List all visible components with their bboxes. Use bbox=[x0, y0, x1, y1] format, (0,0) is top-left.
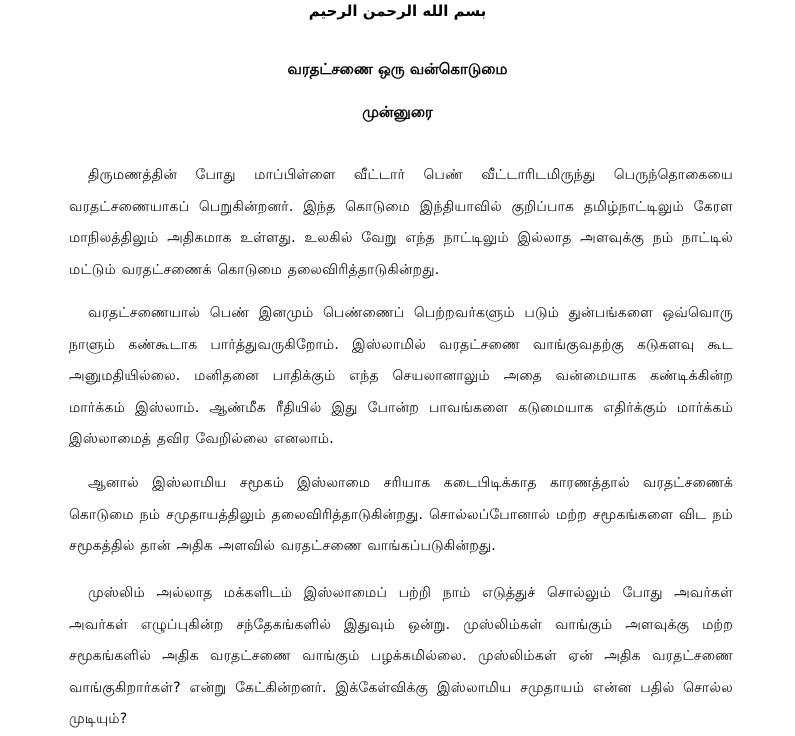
document-title: வரதட்சணை ஒரு வன்கொடுமை bbox=[287, 60, 508, 78]
bismillah-heading: بسم الله الرحمن الرحيم bbox=[308, 2, 487, 20]
paragraph-4: முஸ்லிம் அல்லாத மக்களிடம் இஸ்லாமைப் பற்றி நாம் எடுத்துச் சொல்லும் போது அவர்கள் அவர்கள் எழுப்புகின்ற சந்தேகங்களில் இதுவும் ஒன்று. முஸ்லிம்கள் வாங்கும் அளவுக்கு மற்ற சமூகங்களில் அதிக வரதட்சணை வாங்கும் பழக்கமில்லை. முஸ்லிம்கள் ஏன் அதிக வரதட்சணை வாங்குகிறார்கள்? என்று கேட்கின்றனர். இக்கேள்விக்கு இஸ்லாமிய சமுதாயம் என்ன பதில் சொல்ல முடியும்? bbox=[69, 585, 733, 727]
paragraph-3: ஆனால் இஸ்லாமிய சமூகம் இஸ்லாமை சரியாக கடைபிடிக்காத காரணத்தால் வரதட்சணைக் கொடுமை நம் சமுதாயத்திலும் தலைவிரித்தாடுகின்றது. சொல்லப்போனால் மற்ற சமூகங்களை விட நம் சமூகத்தில் தான் அதிக அளவில் வரதட்சணை வாங்கப்படுகின்றது. bbox=[69, 475, 733, 554]
paragraph-1: திருமணத்தின் போது மாப்பிள்ளை வீட்டார் பெண் வீட்டாரிடமிருந்து பெருந்தொகையை வரதட்சணையாகப் பெறுகின்றனர். இந்த கொடுமை இந்தியாவில் குறிப்பாக தமிழ்நாட்டிலும் கேரள மாநிலத்திலும் அதிகமாக உள்ளது. உலகில் வேறு எந்த நாட்டிலும் இல்லாத அளவுக்கு நம் நாட்டில் மட்டும் வரதட்சணைக் கொடுமை தலைவிரித்தாடுகின்றது. bbox=[69, 167, 733, 278]
section-heading-introduction: முன்னுரை bbox=[362, 103, 433, 121]
paragraph-2: வரதட்சணையால் பெண் இனமும் பெண்ணைப் பெற்றவர்களும் படும் துன்பங்களை ஒவ்வொரு நாளும் கண்கூடாக பார்த்துவருகிறோம். இஸ்லாமில் வரதட்சணை வாங்குவதற்கு கடுகளவு கூட அனுமதியில்லை. மனிதனை பாதிக்கும் எந்த செயலானாலும் அதை வன்மையாக கண்டிக்கின்ற மார்க்கம் இஸ்லாம். ஆண்மீக ரீதியில் இது போன்ற பாவங்களை கடுமையாக எதிர்க்கும் மார்க்கம் இஸ்லாமைத் தவிர வேறில்லை எனலாம். bbox=[69, 305, 733, 447]
